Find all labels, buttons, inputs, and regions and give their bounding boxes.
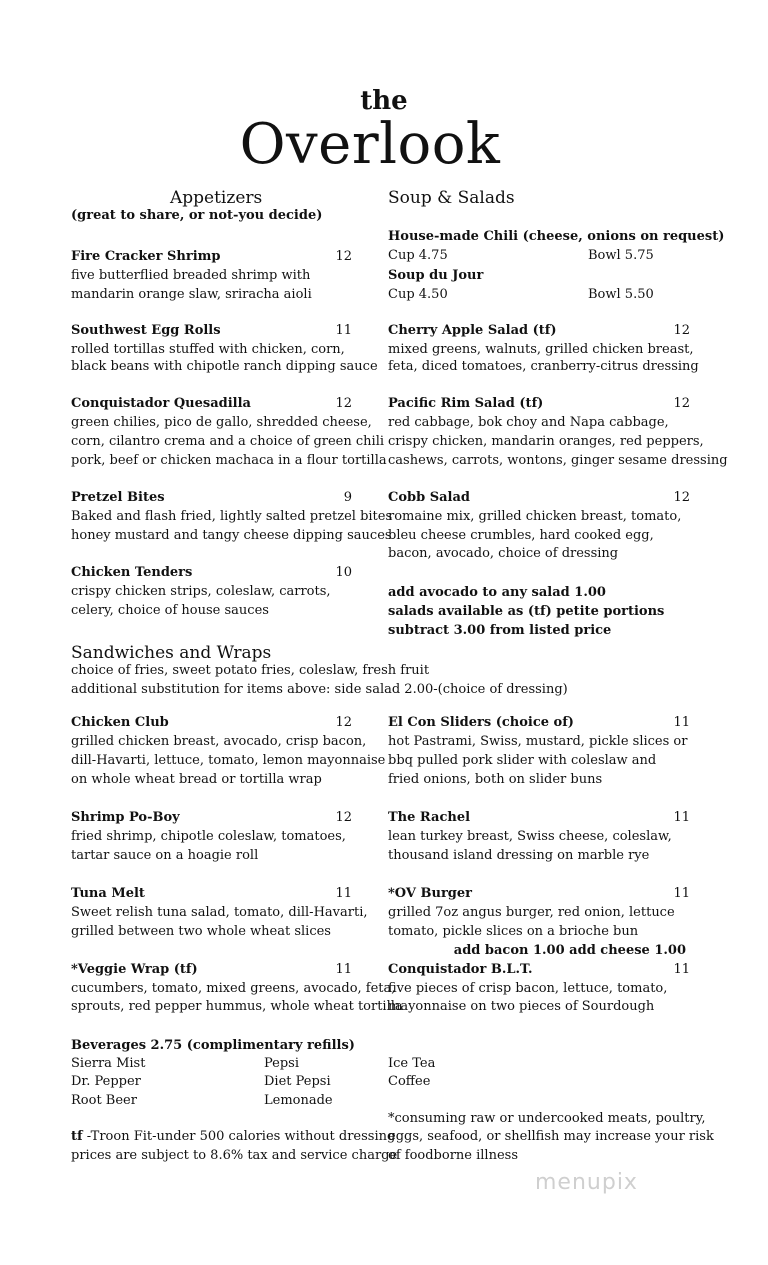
item-desc: red cabbage, bok choy and Napa cabbage, [388,415,669,430]
item-desc: five pieces of crisp bacon, lettuce, tomato, [388,981,668,996]
chili-cup: Cup 4.75 [388,248,448,263]
soups-title: Soup & Salads [388,188,515,208]
item-name: Pretzel Bites [71,490,165,505]
beverage-item: Pepsi [264,1056,300,1071]
chili-bowl: Bowl 5.75 [588,248,654,263]
item-desc: mandarin orange slaw, sriracha aioli [71,287,312,302]
item-desc: bleu cheese crumbles, hard cooked egg, [388,528,654,543]
item-desc: cashews, carrots, wontons, ginger sesame dressing [388,453,728,468]
item-name: Fire Cracker Shrimp [71,249,221,264]
item-desc: bbq pulled pork slider with coleslaw and [388,753,657,768]
item-desc: Baked and flash fried, lightly salted pretzel bites [71,509,393,524]
appetizers-title: Appetizers [170,188,263,208]
item-name: Pacific Rim Salad (tf) [388,396,544,411]
beverage-item: Sierra Mist [71,1056,146,1071]
item-desc: feta, diced tomatoes, cranberry-citrus dressing [388,359,699,374]
beverage-item: Lemonade [264,1093,333,1108]
item-desc: lean turkey breast, Swiss cheese, coleslaw, [388,829,672,844]
item-price: 11 [673,715,690,730]
item-price: 12 [673,396,690,411]
item-name: Conquistador B.L.T. [388,962,533,977]
item-desc: tartar sauce on a hoagie roll [71,848,259,863]
item-desc: romaine mix, grilled chicken breast, tomato, [388,509,682,524]
item-desc: bacon, avocado, choice of dressing [388,546,619,561]
salad-note: subtract 3.00 from listed price [388,623,612,638]
item-price: 11 [673,962,690,977]
warning-note: eggs, seafood, or shellfish may increase your risk [388,1129,714,1144]
item-desc: corn, cilantro crema and a choice of green chili [71,434,385,449]
chili-name: House-made Chili (cheese, onions on request) [388,229,725,244]
tf-text: -Troon Fit-under 500 calories without dressing [82,1129,396,1144]
warning-note: of foodborne illness [388,1148,518,1163]
item-desc: grilled chicken breast, avocado, crisp bacon, [71,734,367,749]
item-name: Cobb Salad [388,490,470,505]
item-price: 12 [335,249,352,264]
item-desc: black beans with chipotle ranch dipping sauce [71,359,378,374]
item-desc: crispy chicken strips, coleslaw, carrots, [71,584,331,599]
item-name: Tuna Melt [71,886,145,901]
warning-note: *consuming raw or undercooked meats, poultry, [388,1111,706,1126]
sandwiches-intro: choice of fries, sweet potato fries, coleslaw, fresh fruit [71,663,430,678]
item-desc: tomato, pickle slices on a brioche bun [388,924,639,939]
item-price: 11 [335,323,352,338]
item-desc: pork, beef or chicken machaca in a flour tortilla [71,453,387,468]
item-price: 12 [335,396,352,411]
item-price: 12 [673,323,690,338]
beverage-item: Coffee [388,1074,431,1089]
soup-bowl: Bowl 5.50 [588,287,654,302]
item-desc: fried onions, both on slider buns [388,772,603,787]
item-desc: honey mustard and tangy cheese dipping sauces [71,528,392,543]
soup-name: Soup du Jour [388,268,484,283]
item-price: 12 [673,490,690,505]
item-name: *OV Burger [388,886,473,901]
beverage-item: Root Beer [71,1093,137,1108]
item-desc: grilled 7oz angus burger, red onion, lettuce [388,905,675,920]
tf-label: tf [71,1129,83,1144]
item-desc: on whole wheat bread or tortilla wrap [71,772,322,787]
item-name: Chicken Tenders [71,565,193,580]
item-desc: celery, choice of house sauces [71,603,269,618]
item-desc: mixed greens, walnuts, grilled chicken breast, [388,342,694,357]
burger-addon: add bacon 1.00 add cheese 1.00 [453,943,686,958]
header-the: the [360,86,408,116]
item-name: Cherry Apple Salad (tf) [388,323,557,338]
item-desc: rolled tortillas stuffed with chicken, corn, [71,342,345,357]
item-desc: five butterflied breaded shrimp with [71,268,311,283]
item-desc: cucumbers, tomato, mixed greens, avocado, feta, [71,981,396,996]
tf-note [71,1128,395,1146]
sandwiches-title: Sandwiches and Wraps [71,643,272,663]
salad-note: add avocado to any salad 1.00 [388,585,606,600]
item-desc: mayonnaise on two pieces of Sourdough [388,999,655,1014]
tax-note: prices are subject to 8.6% tax and service charge [71,1148,398,1163]
salad-note: salads available as (tf) petite portions [388,604,665,619]
item-name: The Rachel [388,810,471,825]
item-desc: green chilies, pico de gallo, shredded cheese, [71,415,372,430]
watermark-logo: menupix [535,1170,638,1195]
beverages-title: Beverages 2.75 (complimentary refills) [71,1038,355,1053]
item-name: El Con Sliders (choice of) [388,715,574,730]
item-price: 12 [335,810,352,825]
item-desc: grilled between two whole wheat slices [71,924,331,939]
item-desc: fried shrimp, chipotle coleslaw, tomatoes, [71,829,346,844]
item-desc: hot Pastrami, Swiss, mustard, pickle slices or [388,734,688,749]
item-price: 11 [673,886,690,901]
sandwiches-intro: additional substitution for items above: side salad 2.00-(choice of dressing) [71,682,568,697]
item-name: Southwest Egg Rolls [71,323,221,338]
item-price: 11 [335,962,352,977]
item-price: 9 [343,490,352,505]
beverage-item: Diet Pepsi [264,1074,331,1089]
item-desc: sprouts, red pepper hummus, whole wheat tortilla [71,999,403,1014]
item-name: *Veggie Wrap (tf) [71,962,198,977]
beverage-item: Ice Tea [388,1056,436,1071]
item-desc: Sweet relish tuna salad, tomato, dill-Havarti, [71,905,368,920]
item-desc: dill-Havarti, lettuce, tomato, lemon mayonnaise [71,753,386,768]
item-price: 11 [673,810,690,825]
item-name: Chicken Club [71,715,169,730]
beverage-item: Dr. Pepper [71,1074,141,1089]
item-price: 11 [335,886,352,901]
item-name: Conquistador Quesadilla [71,396,251,411]
item-price: 12 [335,715,352,730]
item-price: 10 [335,565,352,580]
soup-cup: Cup 4.50 [388,287,448,302]
appetizers-subtitle: (great to share, or not-you decide) [71,208,323,223]
item-name: Shrimp Po-Boy [71,810,180,825]
header-overlook: Overlook [239,112,501,177]
item-desc: thousand island dressing on marble rye [388,848,650,863]
item-desc: crispy chicken, mandarin oranges, red peppers, [388,434,704,449]
